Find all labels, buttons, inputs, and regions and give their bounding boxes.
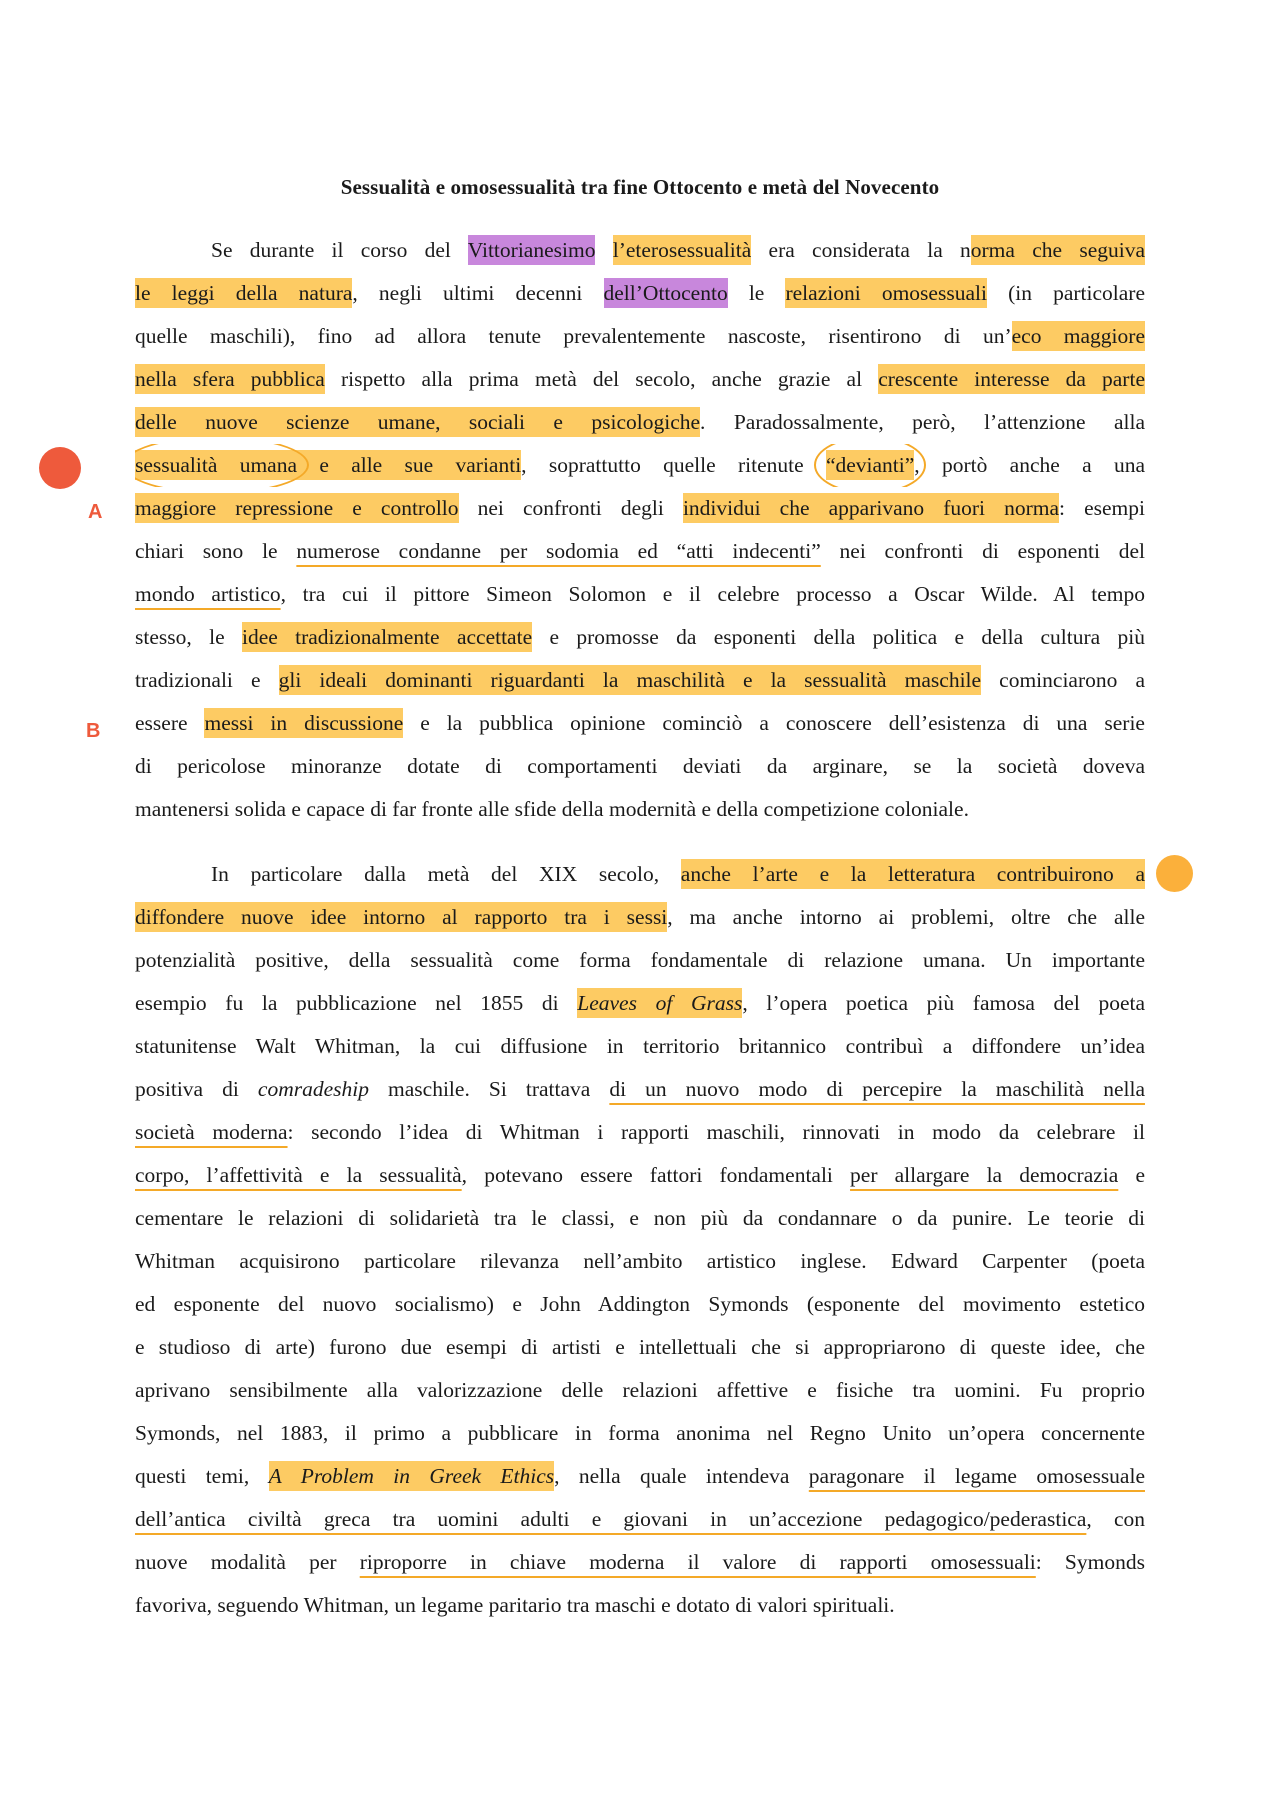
- text-line: [135, 1240, 1145, 1283]
- text-run: In particolare dalla metà del XIX secolo,: [211, 862, 681, 886]
- text-line: [135, 896, 1145, 939]
- highlighted-text: eco maggiore: [1012, 321, 1145, 351]
- text-run: quelle maschili), fino ad allora tenute prevalentemente nascoste, risentirono di un’: [135, 324, 1012, 348]
- text-line: [135, 659, 1145, 702]
- text-run: Symonds, nel 1883, il primo a pubblicare in forma anonima nel Regno Unito un’opera concernente: [135, 1421, 1145, 1445]
- highlighted-text: gli ideali dominanti riguardanti la maschilità e la sessualità maschile: [279, 665, 981, 695]
- text-line: [135, 1412, 1145, 1455]
- text-run: ed esponente del nuovo socialismo) e John Addington Symonds (esponente del movimento estetico: [135, 1292, 1145, 1316]
- text-run: esempio fu la pubblicazione nel 1855 di: [135, 991, 578, 1015]
- italic-text: comradeship: [257, 1077, 369, 1101]
- text-run: . Paradossalmente, però, l’attenzione alla: [700, 410, 1145, 434]
- margin-marker-a: A: [88, 501, 103, 523]
- text-run: e: [1118, 1163, 1145, 1187]
- text-run: , soprattutto quelle ritenute: [521, 453, 826, 477]
- text-line: [135, 487, 1145, 530]
- highlighted-text: delle nuove scienze umane, sociali e psicologiche: [135, 407, 700, 437]
- text-line: [135, 1326, 1145, 1369]
- highlighted-text: individui che apparivano fuori norma: [683, 493, 1059, 523]
- text-run: , negli ultimi decenni: [352, 281, 604, 305]
- text-run: potenzialità positive, della sessualità come forma fondamentale di relazione umana. Un importante: [135, 948, 1145, 972]
- purple-highlighted-text: dell’Ottocento: [604, 278, 728, 308]
- text-run: , potevano essere fattori fondamentali: [461, 1163, 851, 1187]
- text-run: , ma anche intorno ai problemi, oltre che alle: [667, 905, 1145, 929]
- text-run: aprivano sensibilmente alla valorizzazione delle relazioni affettive e fisiche tra uomini. Fu proprio: [135, 1378, 1145, 1402]
- highlighted-text: messi in discussione: [204, 708, 403, 738]
- text-run: , l’opera poetica più famosa del poeta: [742, 991, 1145, 1015]
- text-run: cominciarono a: [981, 668, 1145, 692]
- text-line: [135, 358, 1145, 401]
- circled-highlighted-text: sessualità umana: [135, 450, 297, 480]
- text-run: , portò anche a una: [914, 453, 1145, 477]
- text-run: Whitman acquisirono particolare rilevanza nell’ambito artistico inglese. Edward Carpenter (poeta: [135, 1249, 1145, 1273]
- text-run: : secondo l’idea di Whitman i rapporti maschili, rinnovati in modo da celebrare il: [287, 1120, 1145, 1144]
- red-dot-marker: [39, 447, 81, 489]
- text-run: questi temi,: [135, 1464, 269, 1488]
- text-line: [135, 939, 1145, 982]
- underlined-text: mondo artistico: [135, 582, 281, 606]
- text-run: di pericolose minoranze dotate di comportamenti deviati da arginare, se la società doveva: [135, 754, 1145, 778]
- text-run: statunitense Walt Whitman, la cui diffusione in territorio britannico contribuì a diffondere un’idea: [135, 1034, 1145, 1058]
- text-line: [135, 1068, 1145, 1111]
- text-run: rispetto alla prima metà del secolo, anche grazie al: [324, 367, 879, 391]
- highlighted-text: idee tradizionalmente accettate: [242, 622, 532, 652]
- text-run: : Symonds: [1035, 1550, 1145, 1574]
- highlighted-text: maggiore repressione e controllo: [135, 493, 459, 523]
- highlighted-text: relazioni omosessuali: [785, 278, 986, 308]
- page-title: Sessualità e omosessualità tra fine Ottocento e metà del Novecento: [340, 175, 940, 199]
- text-run: cementare le relazioni di solidarietà tra le classi, e non più da condannare o da punire. Le teorie di: [135, 1206, 1145, 1230]
- highlighted-text: diffondere nuove idee intorno al rapporto tra i sessi: [135, 902, 667, 932]
- circled-highlighted-text: “devianti”: [826, 450, 914, 480]
- text-line: [135, 229, 1145, 272]
- text-line: [135, 1025, 1145, 1068]
- text-run: e studioso di arte) furono due esempi di artisti e intellettuali che si appropriarono di queste idee, che: [135, 1335, 1145, 1359]
- text-line: [135, 616, 1145, 659]
- paragraph-1: [135, 229, 1145, 831]
- text-line: [135, 982, 1145, 1025]
- underlined-text: per allargare la democrazia: [850, 1163, 1119, 1187]
- text-run: nei confronti di esponenti del: [820, 539, 1145, 563]
- text-line: [135, 401, 1145, 444]
- text-run: , tra cui il pittore Simeon Solomon e il celebre processo a Oscar Wilde. Al tempo: [280, 582, 1145, 606]
- text-line: [135, 702, 1145, 745]
- underlined-text: dell’antica civiltà greca tra uomini adulti e giovani in un’accezione pedagogico/pederastica: [135, 1507, 1087, 1531]
- text-line: [135, 530, 1145, 573]
- text-run: [595, 238, 612, 262]
- text-run: e la pubblica opinione cominciò a conoscere dell’esistenza di una serie: [403, 711, 1145, 735]
- text-run: Se durante il corso del: [211, 238, 468, 262]
- highlighted-italic-text: Leaves of Grass: [577, 988, 742, 1018]
- paragraph-2: [135, 853, 1145, 1627]
- text-line: [135, 573, 1145, 616]
- underlined-text: paragonare il legame omosessuale: [808, 1464, 1145, 1488]
- text-run: nei confronti degli: [458, 496, 683, 520]
- text-line: [135, 1111, 1145, 1154]
- text-line: [135, 1541, 1145, 1584]
- text-line: [135, 1283, 1145, 1326]
- text-line: [135, 1154, 1145, 1197]
- purple-highlighted-text: Vittorianesimo: [468, 235, 596, 265]
- text-line: [135, 1498, 1145, 1541]
- text-run: positiva di: [135, 1077, 258, 1101]
- text-line: [135, 1369, 1145, 1412]
- underlined-text: società moderna: [135, 1120, 288, 1144]
- highlighted-text: anche l’arte e la letteratura contribuirono a: [681, 859, 1145, 889]
- underlined-text: riproporre in chiave moderna il valore di rapporti omosessuali: [359, 1550, 1036, 1574]
- highlighted-text: orma che seguiva: [971, 235, 1145, 265]
- orange-dot-marker: [1156, 855, 1193, 892]
- highlighted-text: crescente interesse da parte: [878, 364, 1145, 394]
- text-run: era considerata la n: [751, 238, 971, 262]
- text-line: [135, 1584, 1145, 1627]
- text-run: chiari sono le: [135, 539, 297, 563]
- text-line: [135, 853, 1145, 896]
- text-line: [135, 315, 1145, 358]
- margin-marker-b: B: [86, 720, 101, 742]
- text-line: [135, 1455, 1145, 1498]
- highlighted-italic-text: A Problem in Greek Ethics: [269, 1461, 555, 1491]
- text-run: : esempi: [1059, 496, 1145, 520]
- underlined-text: di un nuovo modo di percepire la maschilità nella: [609, 1077, 1145, 1101]
- text-run: , con: [1086, 1507, 1145, 1531]
- text-run: e promosse da esponenti della politica e della cultura più: [532, 625, 1145, 649]
- highlighted-text: e alle sue varianti: [297, 450, 521, 480]
- text-run: stesso, le: [135, 625, 242, 649]
- highlighted-text: le leggi della natura: [135, 278, 352, 308]
- text-run: mantenersi solida e capace di far fronte alle sfide della modernità e della competizione coloniale.: [135, 797, 969, 821]
- text-line: [135, 1197, 1145, 1240]
- underlined-text: corpo, l’affettività e la sessualità: [135, 1163, 462, 1187]
- text-run: le: [727, 281, 786, 305]
- text-run: maschile. Si trattava: [368, 1077, 610, 1101]
- text-run: tradizionali e: [135, 668, 279, 692]
- text-run: favoriva, seguendo Whitman, un legame paritario tra maschi e dotato di valori spirituali.: [135, 1593, 895, 1617]
- text-run: (in particolare: [986, 281, 1145, 305]
- text-line: [135, 272, 1145, 315]
- text-line: [135, 745, 1145, 788]
- text-line: [135, 788, 1145, 831]
- underlined-text: numerose condanne per sodomia ed “atti indecenti”: [296, 539, 821, 563]
- text-run: nuove modalità per: [135, 1550, 360, 1574]
- highlighted-text: nella sfera pubblica: [135, 364, 325, 394]
- text-line: [135, 444, 1145, 487]
- text-run: , nella quale intendeva: [554, 1464, 809, 1488]
- highlighted-text: l’eterosessualità: [613, 235, 752, 265]
- text-run: essere: [135, 711, 205, 735]
